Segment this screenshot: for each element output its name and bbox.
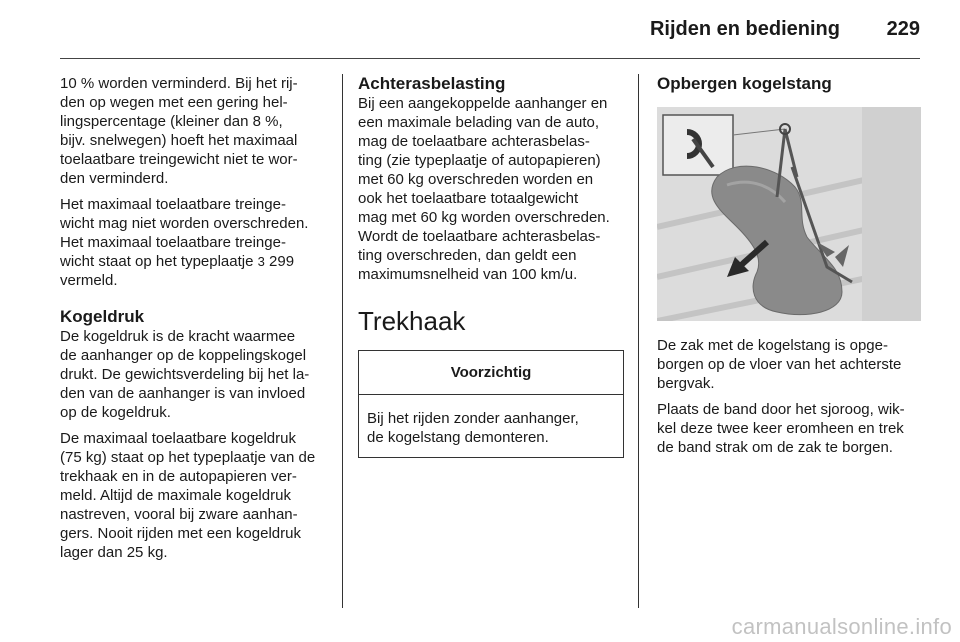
paragraph: Plaats de band door het sjoroog, wik- kel deze twee keer eromheen en trek de band strak om de zak te borgen. — [657, 401, 905, 456]
caution-box — [358, 350, 624, 458]
paragraph: De kogeldruk is de kracht waarmee de aanhanger op de koppelingskogel drukt. De gewichtsverdeling bij het la- den van de aanhanger is van invloed op de kogeldruk. — [60, 328, 310, 421]
watermark: carmanualsonline.info — [731, 614, 952, 639]
towbar-bag-illustration — [657, 107, 921, 321]
column-1 — [60, 74, 330, 569]
illustration-svg — [657, 107, 921, 321]
paragraph-text: Het maximaal toelaatbare treinge- wicht mag niet worden overschreden. Het maximaal toelaatbare treinge- wicht staat op het typeplaatje — [60, 196, 309, 270]
page-reference-icon: 3 — [257, 254, 265, 269]
paragraph-text: vermeld. — [60, 272, 118, 289]
paragraph — [60, 195, 330, 290]
paragraph: De zak met de kogelstang is opge- borgen op de vloer van het achterste bergvak. — [657, 337, 902, 392]
caution-text: Bij het rijden zonder aanhanger, de kogelstang demonteren. — [367, 410, 579, 446]
paragraph: 10 % worden verminderd. Bij het rij- den op wegen met een gering hel- lingspercentage (kleiner dan 8 %, bijv. snelwegen) hoeft het maximaal toelaatbare treingewicht niet te wor- den verminderd. — [60, 75, 298, 187]
header-title: Rijden en bediening — [649, 18, 840, 40]
column-3 — [657, 74, 922, 464]
caution-title: Voorzichtig — [359, 351, 623, 395]
chapter-heading: Trekhaak — [358, 306, 466, 336]
page-number: 229 — [886, 18, 920, 40]
paragraph: De maximaal toelaatbare kogeldruk (75 kg) staat op het typeplaatje van de trekhaak en in de autopapieren ver- meld. Altijd de maximale kogeldruk nastreven, vooral bij zware aanhan- gers. Nooit rijden met een kogeldruk lager dan 25 kg. — [60, 430, 316, 561]
section-heading: Achterasbelasting — [358, 74, 506, 93]
column-2 — [358, 74, 624, 458]
paragraph: Bij een aangekoppelde aanhanger en een maximale belading van de auto, mag de toelaatbare achterasbelas- ting (zie typeplaatje of autopapieren) met 60 kg overschreden worden en ook het toelaatbare totaalgewicht mag met 60 kg worden overschreden. Wordt de toelaatbare achterasbelas- ting overschreden, dan geldt een maximumsnelheid van 100 km/u. — [358, 95, 610, 283]
page-header — [60, 0, 920, 59]
section-heading: Kogeldruk — [60, 307, 145, 326]
page-reference-number[interactable]: 299 — [264, 253, 295, 270]
column-divider — [342, 74, 343, 608]
column-divider — [638, 74, 639, 608]
section-heading: Opbergen kogelstang — [657, 74, 832, 93]
